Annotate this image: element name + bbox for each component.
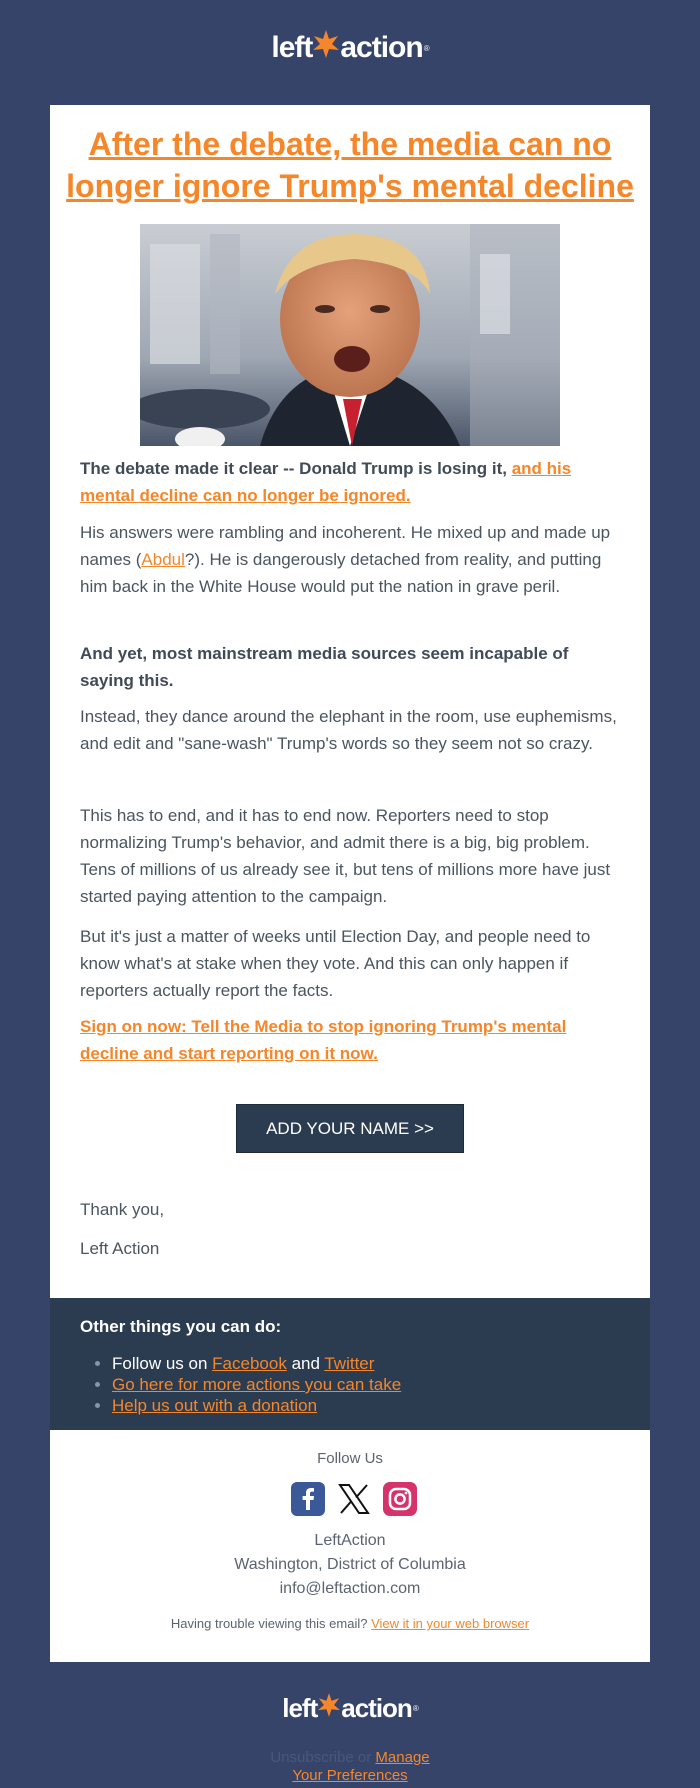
unsubscribe-line xyxy=(0,1749,700,1785)
instagram-icon[interactable] xyxy=(383,1482,417,1516)
logo-right-text: action xyxy=(340,31,423,64)
paragraph-3: And yet, most mainstream media sources seem incapable of saying this. xyxy=(80,644,569,690)
follow-us-label: Follow Us xyxy=(317,1450,383,1467)
and-text: and xyxy=(286,1354,325,1373)
facebook-link[interactable]: Facebook xyxy=(212,1354,287,1373)
paragraph-1 xyxy=(80,455,625,509)
paragraph-5: This has to end, and it has to end now. Reporters need to stop normalizing Trump's behavior, and admit there is a big, big problem. Tens of millions of us already see it, but tens of millions more have just started paying attention to the campaign. xyxy=(80,806,611,906)
trouble-text: Having trouble viewing this email? xyxy=(170,1616,372,1631)
paragraph-1-link[interactable]: and his mental decline can no longer be ignored. xyxy=(80,459,572,505)
signoff-thank-you: Thank you, xyxy=(80,1200,165,1219)
paragraph-2-part-b: ?). He is dangerously detached from reality, and putting him back in the White House would put the nation in grave peril. xyxy=(80,550,602,596)
footer-org-name: LeftAction xyxy=(314,1532,386,1549)
footer-logo-wrap xyxy=(0,1693,700,1724)
or-text: or xyxy=(353,1749,376,1766)
paragraph-2-part-a: His answers were rambling and incoherent. He mixed up and made up names ( xyxy=(80,523,611,569)
trump-photo xyxy=(140,224,560,446)
manage-link[interactable]: Manage xyxy=(375,1749,430,1766)
email-card xyxy=(50,105,650,1662)
footer-logo-registered-mark: ® xyxy=(412,1704,418,1713)
signoff-name: Left Action xyxy=(80,1239,160,1258)
article-headline-link[interactable]: After the debate, the media can no longer ignore Trump's mental decline xyxy=(66,126,634,204)
facebook-icon[interactable] xyxy=(291,1482,325,1516)
header-logo-wrap xyxy=(0,30,700,66)
footer-address: Washington, District of Columbia xyxy=(234,1556,466,1573)
list-item-follow xyxy=(112,1353,401,1374)
other-actions-heading: Other things you can do: xyxy=(80,1317,282,1336)
twitter-link[interactable]: Twitter xyxy=(324,1354,375,1373)
other-actions-list xyxy=(112,1353,401,1416)
donate-link[interactable]: Help us out with a donation xyxy=(112,1396,318,1415)
paragraph-1-lead: The debate made it clear -- Donald Trump is losing it, xyxy=(80,459,512,478)
leftaction-logo[interactable] xyxy=(271,30,428,66)
unsubscribe-link[interactable]: Unsubscribe xyxy=(270,1749,354,1766)
sign-on-link[interactable]: Sign on now: Tell the Media to stop ignoring Trump's mental decline and start reporting on it now. xyxy=(80,1017,567,1063)
preferences-link[interactable]: Your Preferences xyxy=(292,1767,408,1784)
list-item-more-actions xyxy=(112,1374,401,1395)
paragraph-7 xyxy=(80,1013,625,1067)
view-in-browser-link[interactable]: View it in your web browser xyxy=(371,1616,530,1631)
add-your-name-button[interactable]: ADD YOUR NAME >> xyxy=(236,1104,464,1153)
abdul-link[interactable]: Abdul xyxy=(141,550,185,569)
list-item-donate xyxy=(112,1395,401,1416)
paragraph-4: Instead, they dance around the elephant in the room, use euphemisms, and edit and "sane-wash" Trump's words so they seem not so crazy. xyxy=(80,707,617,753)
follow-prefix: Follow us on xyxy=(112,1354,213,1373)
footer-email: info@leftaction.com xyxy=(279,1580,421,1597)
logo-left-text: left xyxy=(271,31,313,64)
footer-logo-star-icon xyxy=(318,1693,340,1724)
logo-star-icon xyxy=(313,30,339,66)
other-actions-panel xyxy=(50,1298,650,1430)
paragraph-6: But it's just a matter of weeks until Election Day, and people need to know what's at stake when they vote. And this can only happen if reporters actually report the facts. xyxy=(80,927,591,1000)
more-actions-link[interactable]: Go here for more actions you can take xyxy=(112,1375,402,1394)
trouble-viewing xyxy=(50,1616,650,1631)
social-icons xyxy=(291,1482,411,1516)
footer-leftaction-logo[interactable] xyxy=(282,1693,417,1724)
paragraph-2 xyxy=(80,519,625,600)
logo-registered-mark: ® xyxy=(423,43,429,53)
footer-logo-right-text: action xyxy=(341,1693,412,1723)
footer-logo-left-text: left xyxy=(282,1693,318,1723)
x-icon[interactable] xyxy=(337,1482,371,1516)
